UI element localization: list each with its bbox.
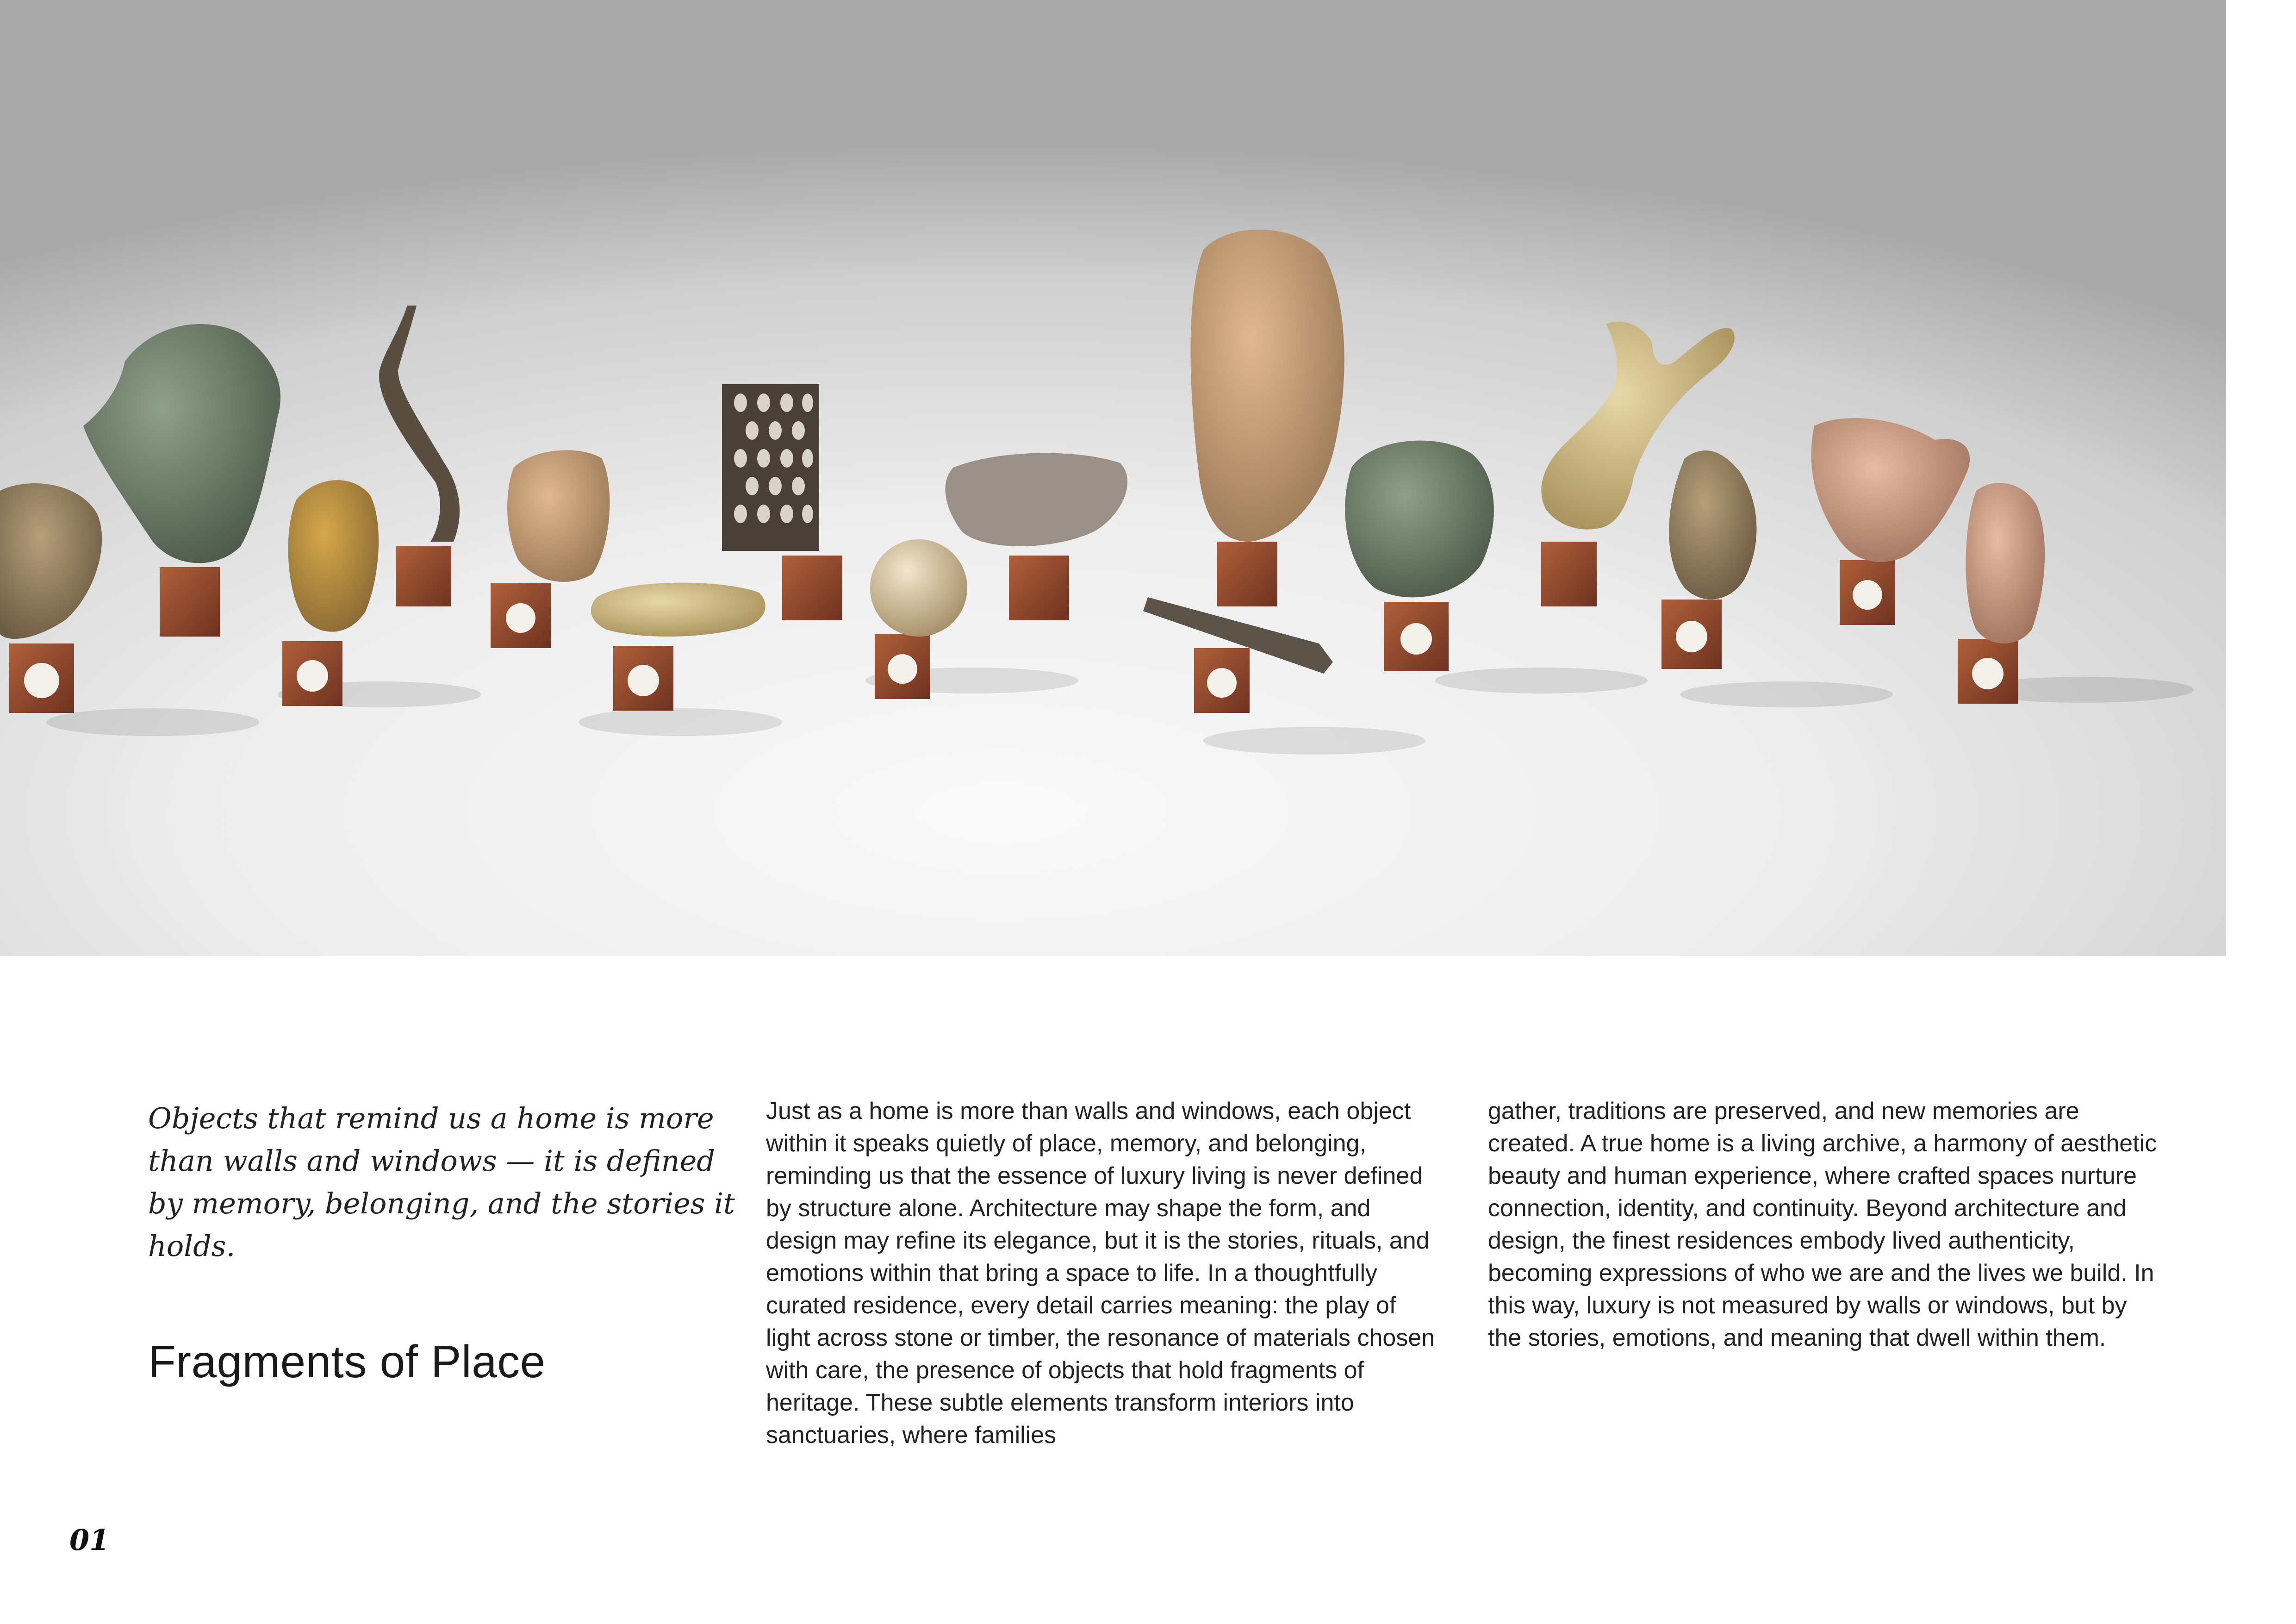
body-column-2: gather, traditions are preserved, and new memories are created. A true home is a living archive, a harmony of aesthetic beauty and human experience, where crafted spaces nurture connection, identity, and continuity. Beyond architecture and design, the finest residences embody lived authenticity, becoming expressions of who we are and the lives we build. In this way, luxury is not measured by walls or windows, but by the stories, emotions, and meaning that dwell within them. [1488,1098,2157,1351]
body-column-1: Just as a home is more than walls and windows, each object within it speaks quietly of place, memory, and belonging, reminding us that the essence of luxury living is never defined by structure alone. Architecture may shape the form, and design may refine its elegance, but it is the stories, rituals, and emotions within that bring a space to life. In a thoughtfully curated residence, every detail carries meaning: the play of light across stone or timber, the resonance of materials chosen with care, the presence of objects that hold fragments of heritage. These subtle elements transform interiors into sanctuaries, where families [766,1098,1435,1449]
page-number: 01 [69,1523,110,1557]
page-title: Fragments of Place [148,1336,546,1387]
pull-quote: Objects that remind us a home is more than walls and windows — it is defined by memory, belonging, and the stories it holds. [148,1101,735,1263]
